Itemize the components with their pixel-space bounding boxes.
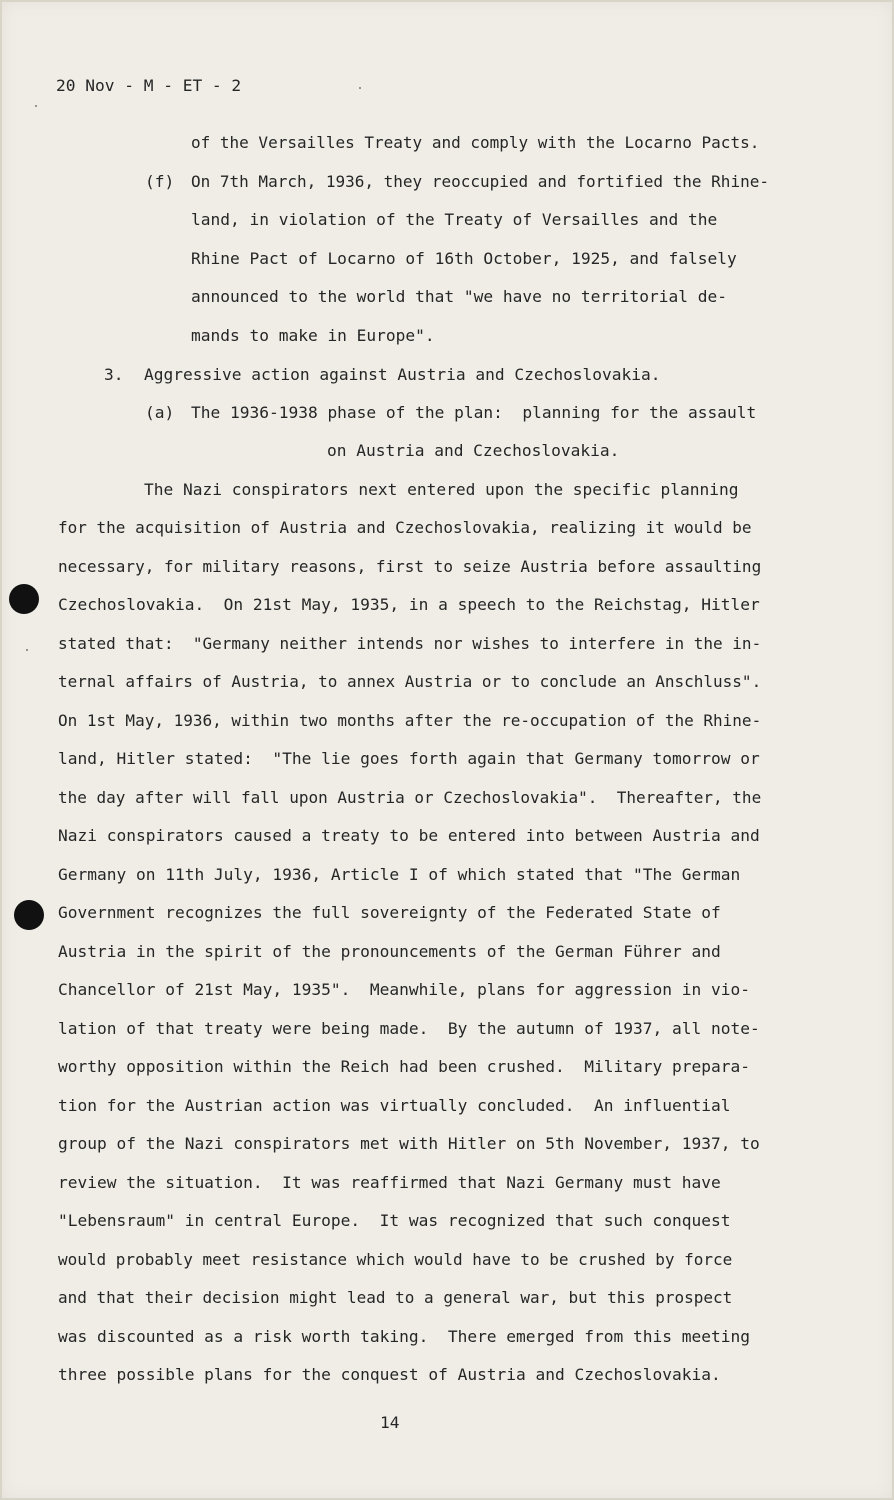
paragraph-line: Nazi conspirators caused a treaty to be entered into between Austria and [58,826,760,845]
paragraph-line: "Lebensraum" in central Europe. It was recognized that such conquest [58,1211,731,1230]
paragraph-line: review the situation. It was reaffirmed that Nazi Germany must have [58,1173,721,1192]
section-heading: Aggressive action against Austria and Czechoslovakia. [144,365,661,384]
text-line: mands to make in Europe". [191,326,435,345]
paragraph-line: three possible plans for the conquest of Austria and Czechoslovakia. [58,1365,721,1384]
punch-hole-upper [9,584,39,614]
document-reference: 20 Nov - M - ET - 2 [56,76,242,95]
paragraph-line: Germany on 11th July, 1936, Article I of which stated that "The German [58,865,741,884]
paragraph-line: the day after will fall upon Austria or Czechoslovakia". Thereafter, the [58,788,762,807]
text-line: Rhine Pact of Locarno of 16th October, 1925, and falsely [191,249,737,268]
paragraph-line: for the acquisition of Austria and Czechoslovakia, realizing it would be [58,518,752,537]
paragraph-line: Austria in the spirit of the pronouncements of the German Führer and [58,942,721,961]
text-line: land, in violation of the Treaty of Versailles and the [191,210,718,229]
paragraph-line: Government recognizes the full sovereignty of the Federated State of [58,903,721,922]
page-number: 14 [380,1413,400,1432]
scan-speck [359,87,361,89]
paragraph-line: necessary, for military reasons, first to seize Austria before assaulting [58,557,762,576]
paragraph-line: worthy opposition within the Reich had been crushed. Military prepara- [58,1057,750,1076]
item-marker-a: (a) [145,403,175,422]
paragraph-line: On 1st May, 1936, within two months after the re-occupation of the Rhine- [58,711,762,730]
paragraph-line: ternal affairs of Austria, to annex Austria or to conclude an Anschluss". [58,672,762,691]
subsection-heading-continued: on Austria and Czechoslovakia. [327,441,620,460]
paragraph-line: tion for the Austrian action was virtually concluded. An influential [58,1096,731,1115]
paragraph-line: stated that: "Germany neither intends nor wishes to interfere in the in- [58,634,762,653]
item-marker-f: (f) [145,172,175,191]
paragraph-line: Czechoslovakia. On 21st May, 1935, in a speech to the Reichstag, Hitler [58,595,760,614]
punch-hole-lower [14,900,44,930]
paragraph-line: was discounted as a risk worth taking. There emerged from this meeting [58,1327,750,1346]
scan-speck [26,649,28,651]
text-line: On 7th March, 1936, they reoccupied and fortified the Rhine- [191,172,769,191]
text-line: announced to the world that "we have no territorial de- [191,287,728,306]
subsection-heading: The 1936-1938 phase of the plan: planning for the assault [191,403,757,422]
text-line: of the Versailles Treaty and comply with the Locarno Pacts. [191,133,760,152]
paragraph-line: and that their decision might lead to a general war, but this prospect [58,1288,733,1307]
paragraph-line: lation of that treaty were being made. By the autumn of 1937, all note- [58,1019,760,1038]
paragraph-line: group of the Nazi conspirators met with Hitler on 5th November, 1937, to [58,1134,760,1153]
paragraph-line: land, Hitler stated: "The lie goes forth again that Germany tomorrow or [58,749,760,768]
paragraph-line: Chancellor of 21st May, 1935". Meanwhile, plans for aggression in vio- [58,980,750,999]
scan-speck [35,105,37,107]
paragraph-line: The Nazi conspirators next entered upon the specific planning [144,480,739,499]
section-number-3: 3. [104,365,124,384]
paragraph-line: would probably meet resistance which would have to be crushed by force [58,1250,733,1269]
